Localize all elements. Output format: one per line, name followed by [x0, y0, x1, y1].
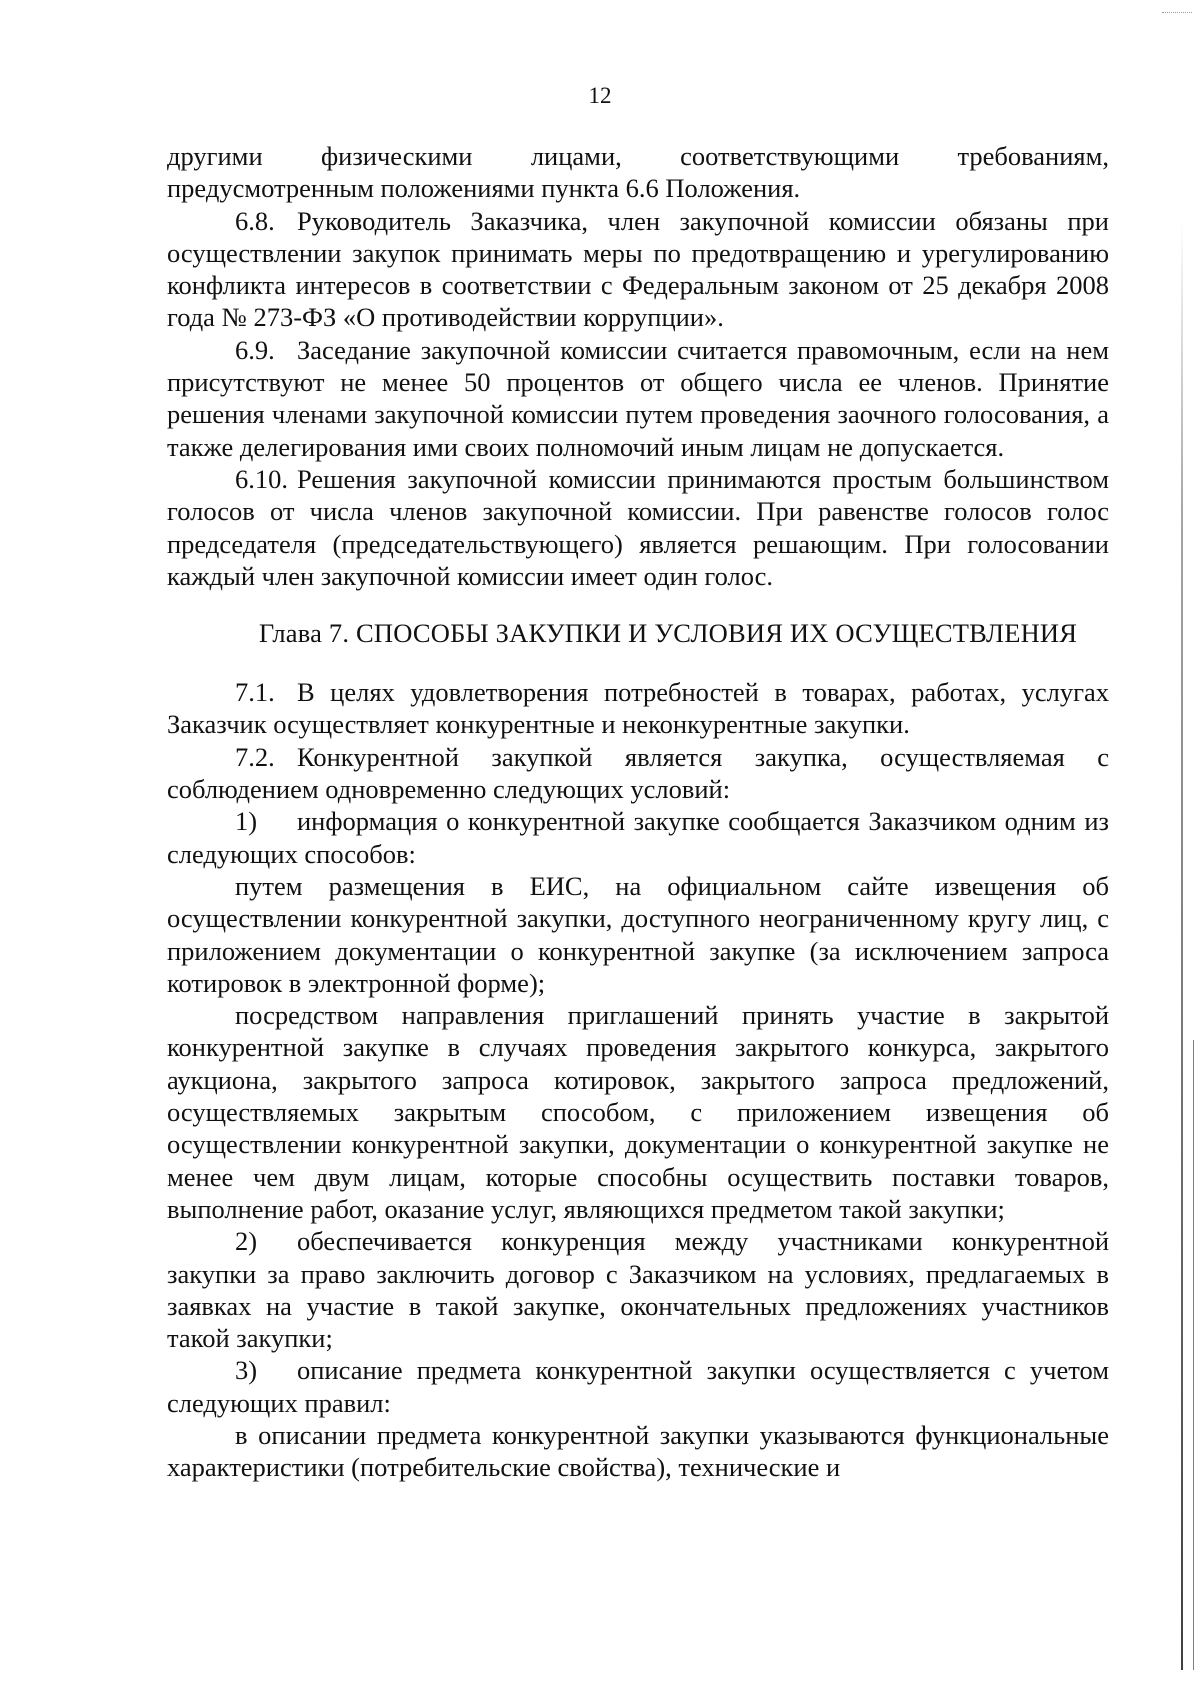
scan-corner-mark: [1162, 12, 1192, 14]
list-number: 2): [235, 1226, 258, 1257]
paragraph-6-10: [167, 463, 1109, 592]
clause-number: 6.8.: [235, 205, 275, 236]
list-number: 3): [235, 1355, 258, 1386]
scan-edge-line-secondary: [1193, 1040, 1194, 1670]
list-text: обеспечивается конкуренция между участниками конкурентной закупки за право заключить договор с Заказчиком на условиях, предлагаемых в заявках на участие в такой закупке, окончательных предложениях участников такой закупки;: [167, 1226, 1109, 1354]
chapter-title: Глава 7. СПОСОБЫ ЗАКУПКИ И УСЛОВИЯ ИХ ОСУЩЕСТВЛЕНИЯ: [258, 618, 1078, 649]
list-number: 1): [235, 806, 258, 837]
paragraph-continuation: другими физическими лицами, соответствующими требованиям, предусмотренным положениями пункта 6.6 Положения.: [167, 141, 1109, 204]
paragraph-invitation-method: посредством направления приглашений принять участие в закрытой конкурентной закупке в случаях проведения закрытого конкурса, закрытого аукциона, закрытого запроса котировок, закрытого запроса предложений, осуществляемых закрытым способом, с приложением извещения об осуществлении конкурентной закупки, документации о конкурентной закупке не менее чем двум лицам, которые способны осуществить поставки товаров, выполнение работ, оказание услуг, являющихся предметом такой закупки;: [167, 1000, 1109, 1224]
paragraph-description-rules: в описании предмета конкурентной закупки указываются функциональные характеристики (потребительские свойства), технические и: [167, 1419, 1109, 1483]
page-number: 12: [588, 83, 612, 108]
clause-text: Конкурентной закупкой является закупка, осуществляемая с соблюдением одновременно следующих условий:: [167, 741, 1109, 805]
clause-number: 6.10.: [235, 463, 288, 494]
scan-edge-line: [1181, 220, 1183, 1670]
paragraph-6-9: [167, 334, 1109, 463]
clause-number: 7.2.: [235, 741, 275, 772]
list-item-3: [167, 1354, 1109, 1419]
paragraph-6-8: [167, 205, 1109, 334]
list-text: описание предмета конкурентной закупки осуществляется с учетом следующих правил:: [167, 1355, 1109, 1418]
paragraph-publication-method: путем размещения в ЕИС, на официальном сайте извещения об осуществлении конкурентной закупки, доступного неограниченному кругу лиц, с приложением документации о конкурентной закупке (за исключением запроса котировок в электронной форме);: [167, 870, 1109, 998]
list-item-2: [167, 1225, 1109, 1354]
list-item-1: [167, 805, 1109, 870]
paragraph-7-2: [167, 741, 1109, 806]
clause-text: Заседание закупочной комиссии считается правомочным, если на нем присутствуют не менее 50 процентов от общего числа ее членов. Принятие решения членами закупочной комиссии путем проведения заочного голосования, а также делегирования ими своих полномочий иным лицам не допускается.: [167, 334, 1109, 462]
clause-number: 6.9.: [235, 334, 275, 365]
clause-text: Руководитель Заказчика, член закупочной комиссии обязаны при осуществлении закупок принимать меры по предотвращению и урегулированию конфликта интересов в соответствии с Федеральным законом от 25 декабря 2008 года № 273-ФЗ «О противодействии коррупции».: [167, 205, 1109, 333]
list-text: информация о конкурентной закупке сообщается Заказчиком одним из следующих способов:: [167, 806, 1109, 869]
clause-text: В целях удовлетворения потребностей в товарах, работах, услугах Заказчик осуществляет конкурентные и неконкурентные закупки.: [167, 677, 1109, 740]
document-body: [167, 140, 1109, 1484]
clause-text: Решения закупочной комиссии принимаются простым большинством голосов от числа членов закупочной комиссии. При равенстве голосов голос председателя (председательствующего) является решающим. При голосовании каждый член закупочной комиссии имеет один голос.: [167, 463, 1109, 591]
paragraph-7-1: [167, 676, 1109, 741]
clause-number: 7.1.: [235, 677, 275, 708]
